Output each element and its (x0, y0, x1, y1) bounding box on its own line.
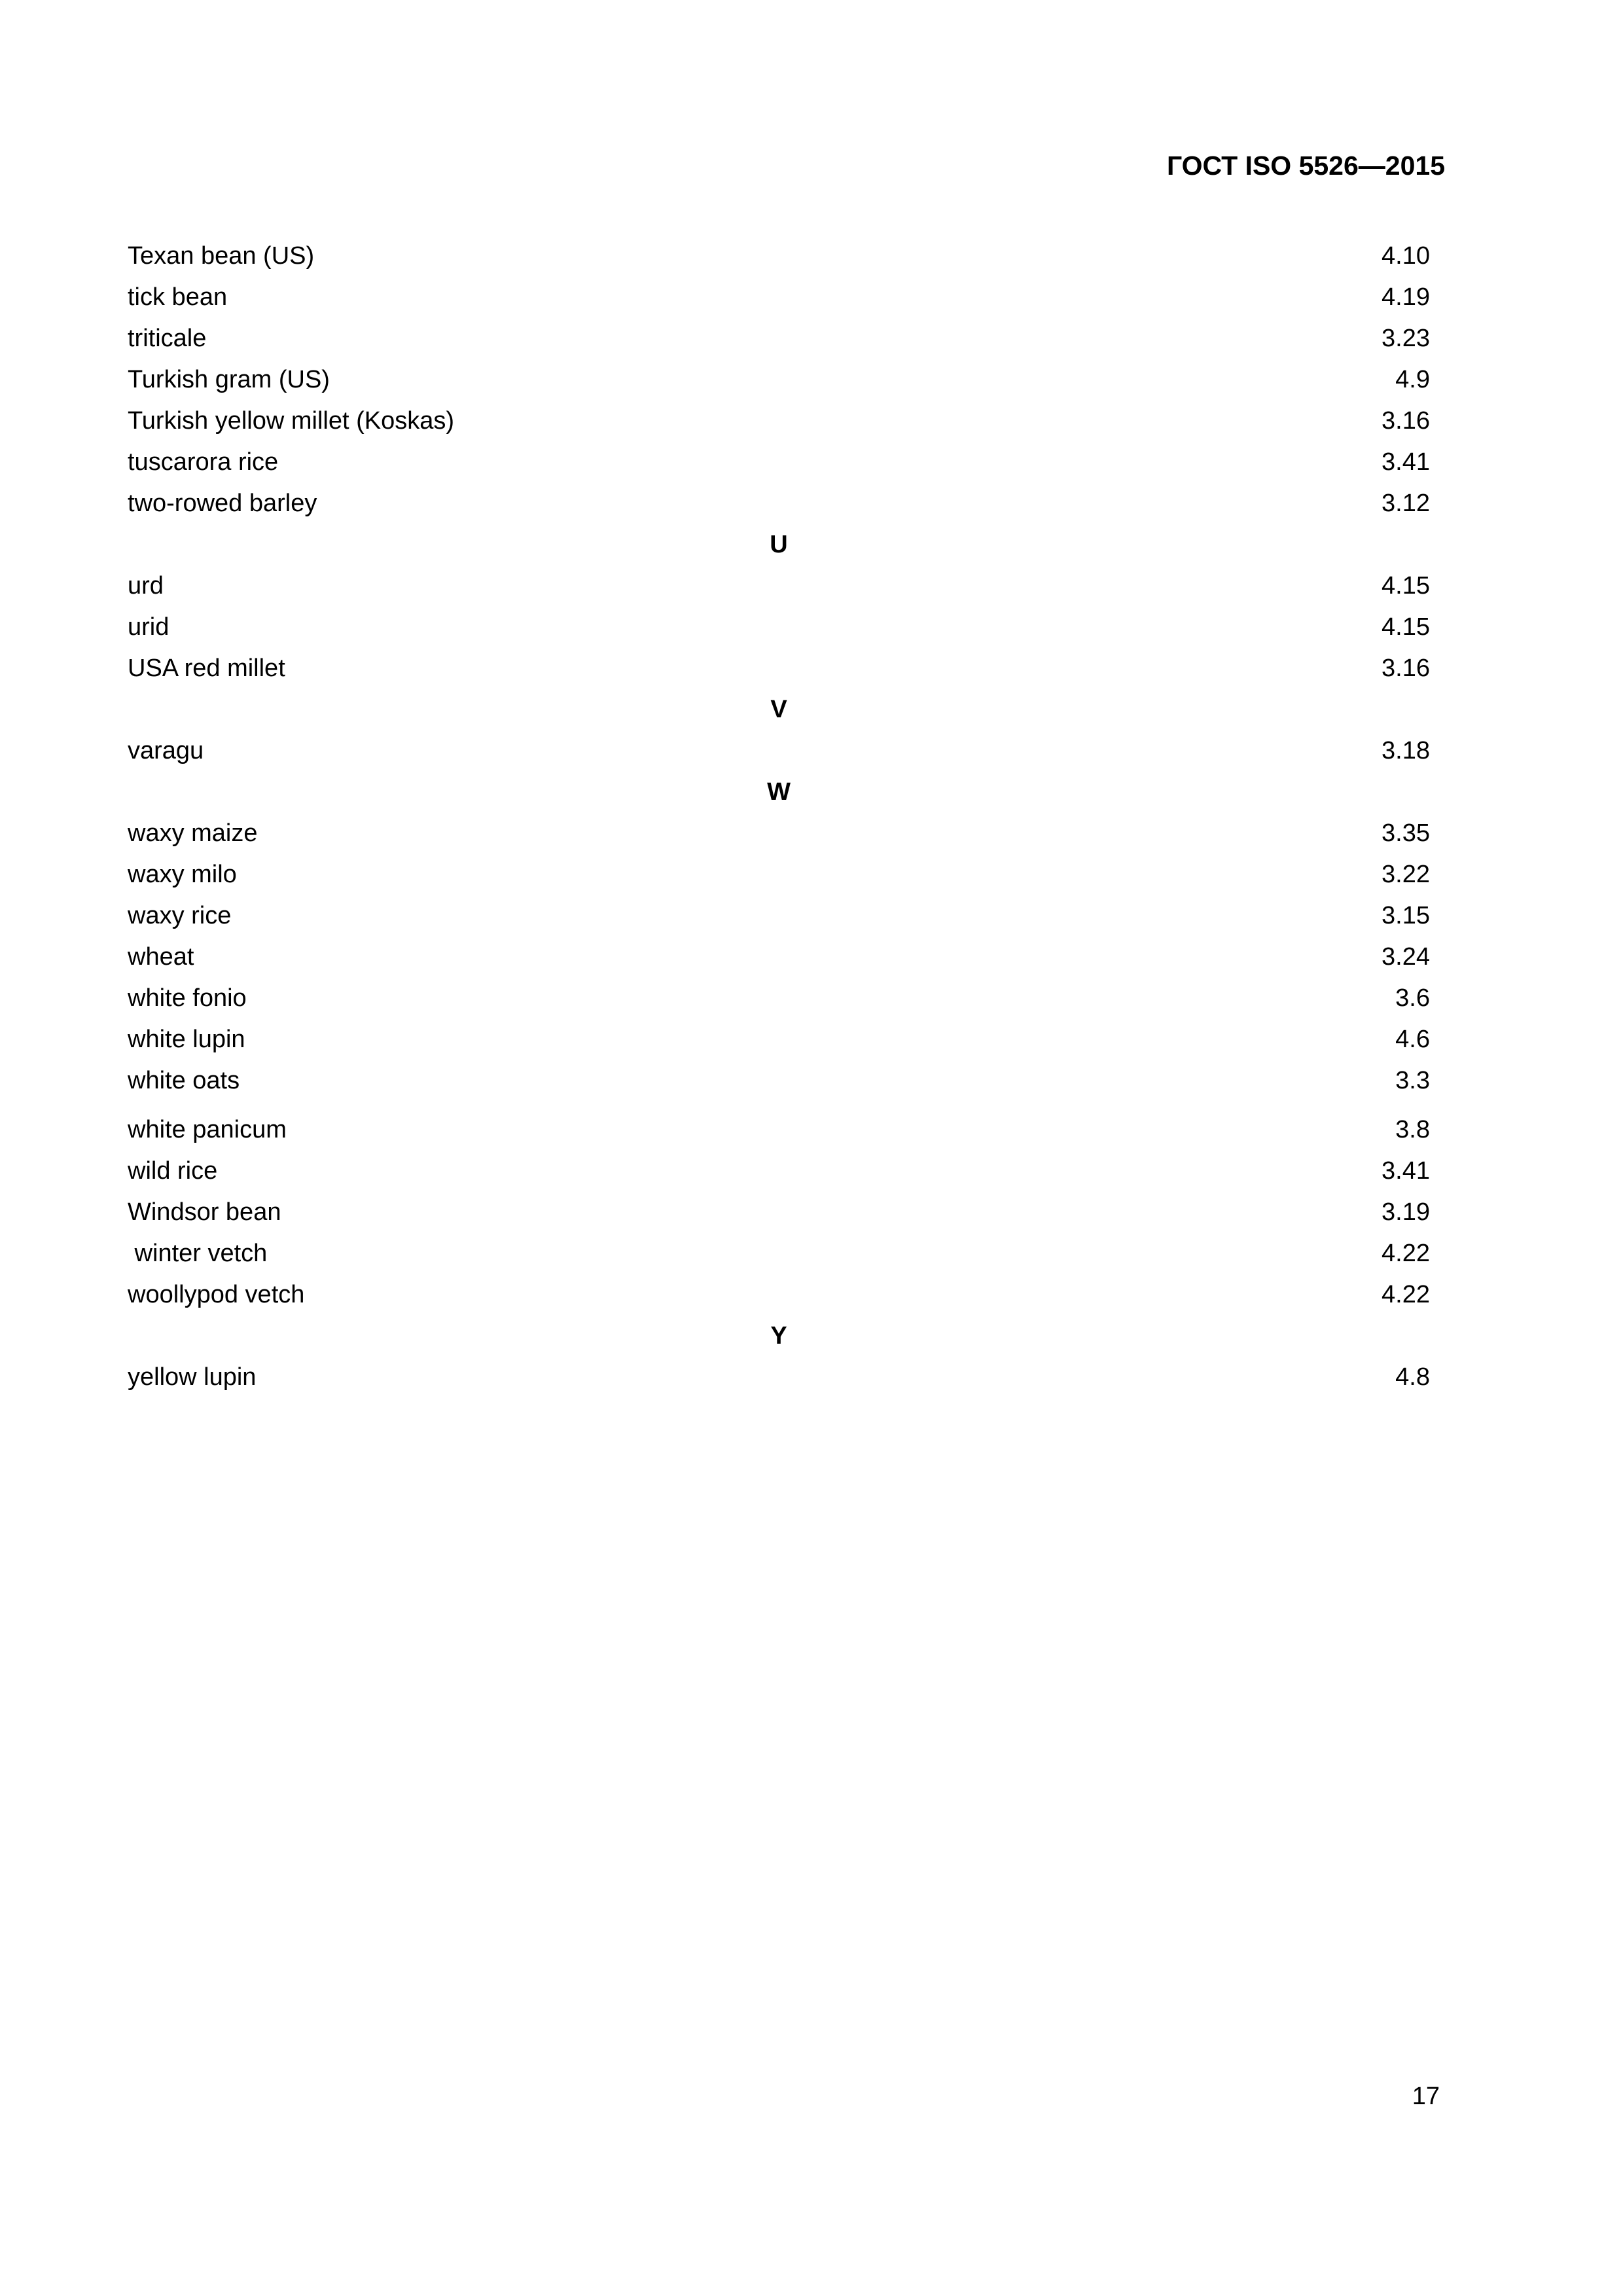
index-reference: 3.8 (1395, 1116, 1430, 1143)
index-reference: 3.18 (1382, 737, 1430, 764)
index-term: waxy milo (128, 861, 237, 888)
index-reference: 3.6 (1395, 984, 1430, 1012)
index-term: waxy maize (128, 819, 258, 847)
index-entry (128, 730, 1430, 772)
index-entry (128, 648, 1430, 689)
index-reference: 3.16 (1382, 407, 1430, 435)
index-entry (128, 1109, 1430, 1151)
term-index (128, 236, 1430, 1398)
index-reference: 4.8 (1395, 1363, 1430, 1391)
index-term: waxy rice (128, 902, 232, 929)
index-entry (128, 401, 1430, 442)
index-term: Turkish gram (US) (128, 366, 330, 393)
index-letter-heading: Y (770, 1322, 787, 1350)
index-reference: 4.9 (1395, 366, 1430, 393)
index-reference: 4.19 (1382, 283, 1430, 311)
index-term: Windsor bean (128, 1198, 281, 1226)
index-reference: 4.10 (1382, 242, 1430, 270)
index-entry (128, 1357, 1430, 1398)
index-reference: 3.35 (1382, 819, 1430, 847)
index-term: tick bean (128, 283, 228, 311)
index-letter-heading: U (770, 531, 788, 558)
index-entry (128, 1192, 1430, 1233)
index-reference: 4.22 (1382, 1281, 1430, 1308)
index-entry (128, 1019, 1430, 1060)
index-term: white lupin (128, 1026, 245, 1053)
index-entry (128, 442, 1430, 483)
index-entry (128, 1060, 1430, 1102)
index-entry (128, 318, 1430, 359)
index-reference: 3.19 (1382, 1198, 1430, 1226)
page-number: 17 (1412, 2083, 1440, 2110)
index-entry (128, 1233, 1430, 1274)
index-entry (128, 978, 1430, 1019)
index-term: varagu (128, 737, 204, 764)
index-entry (128, 483, 1430, 524)
index-term: Texan bean (US) (128, 242, 315, 270)
index-reference: 3.16 (1382, 655, 1430, 682)
index-reference: 4.15 (1382, 572, 1430, 600)
index-letter-heading: W (767, 778, 791, 806)
index-term: wild rice (128, 1157, 218, 1185)
index-entry (128, 1151, 1430, 1192)
index-entry (128, 854, 1430, 895)
index-reference: 4.6 (1395, 1026, 1430, 1053)
index-term: winter vetch (128, 1240, 268, 1267)
index-letter-heading: V (770, 696, 787, 723)
index-reference: 3.22 (1382, 861, 1430, 888)
index-reference: 4.22 (1382, 1240, 1430, 1267)
index-entry (128, 607, 1430, 648)
index-reference: 3.41 (1382, 1157, 1430, 1185)
index-reference: 4.15 (1382, 613, 1430, 641)
index-term: tuscarora rice (128, 448, 279, 476)
index-term: white panicum (128, 1116, 287, 1143)
index-term: USA red millet (128, 655, 285, 682)
index-term: white fonio (128, 984, 247, 1012)
index-reference: 3.12 (1382, 490, 1430, 517)
index-reference: 3.24 (1382, 943, 1430, 971)
index-term: yellow lupin (128, 1363, 257, 1391)
index-entry (128, 937, 1430, 978)
index-entry (128, 1274, 1430, 1316)
index-entry (128, 236, 1430, 277)
document-code: ГОСТ ISO 5526—2015 (1166, 151, 1445, 181)
index-term: woollypod vetch (128, 1281, 305, 1308)
index-reference: 3.15 (1382, 902, 1430, 929)
index-term: two-rowed barley (128, 490, 317, 517)
index-entry (128, 565, 1430, 607)
index-entry (128, 277, 1430, 318)
index-term: Turkish yellow millet (Koskas) (128, 407, 455, 435)
index-term: urid (128, 613, 169, 641)
index-term: triticale (128, 325, 207, 352)
index-entry (128, 359, 1430, 401)
index-term: urd (128, 572, 164, 600)
index-term: wheat (128, 943, 194, 971)
index-entry (128, 895, 1430, 937)
index-term: white oats (128, 1067, 240, 1094)
index-reference: 3.41 (1382, 448, 1430, 476)
index-entry (128, 813, 1430, 854)
index-reference: 3.23 (1382, 325, 1430, 352)
index-reference: 3.3 (1395, 1067, 1430, 1094)
